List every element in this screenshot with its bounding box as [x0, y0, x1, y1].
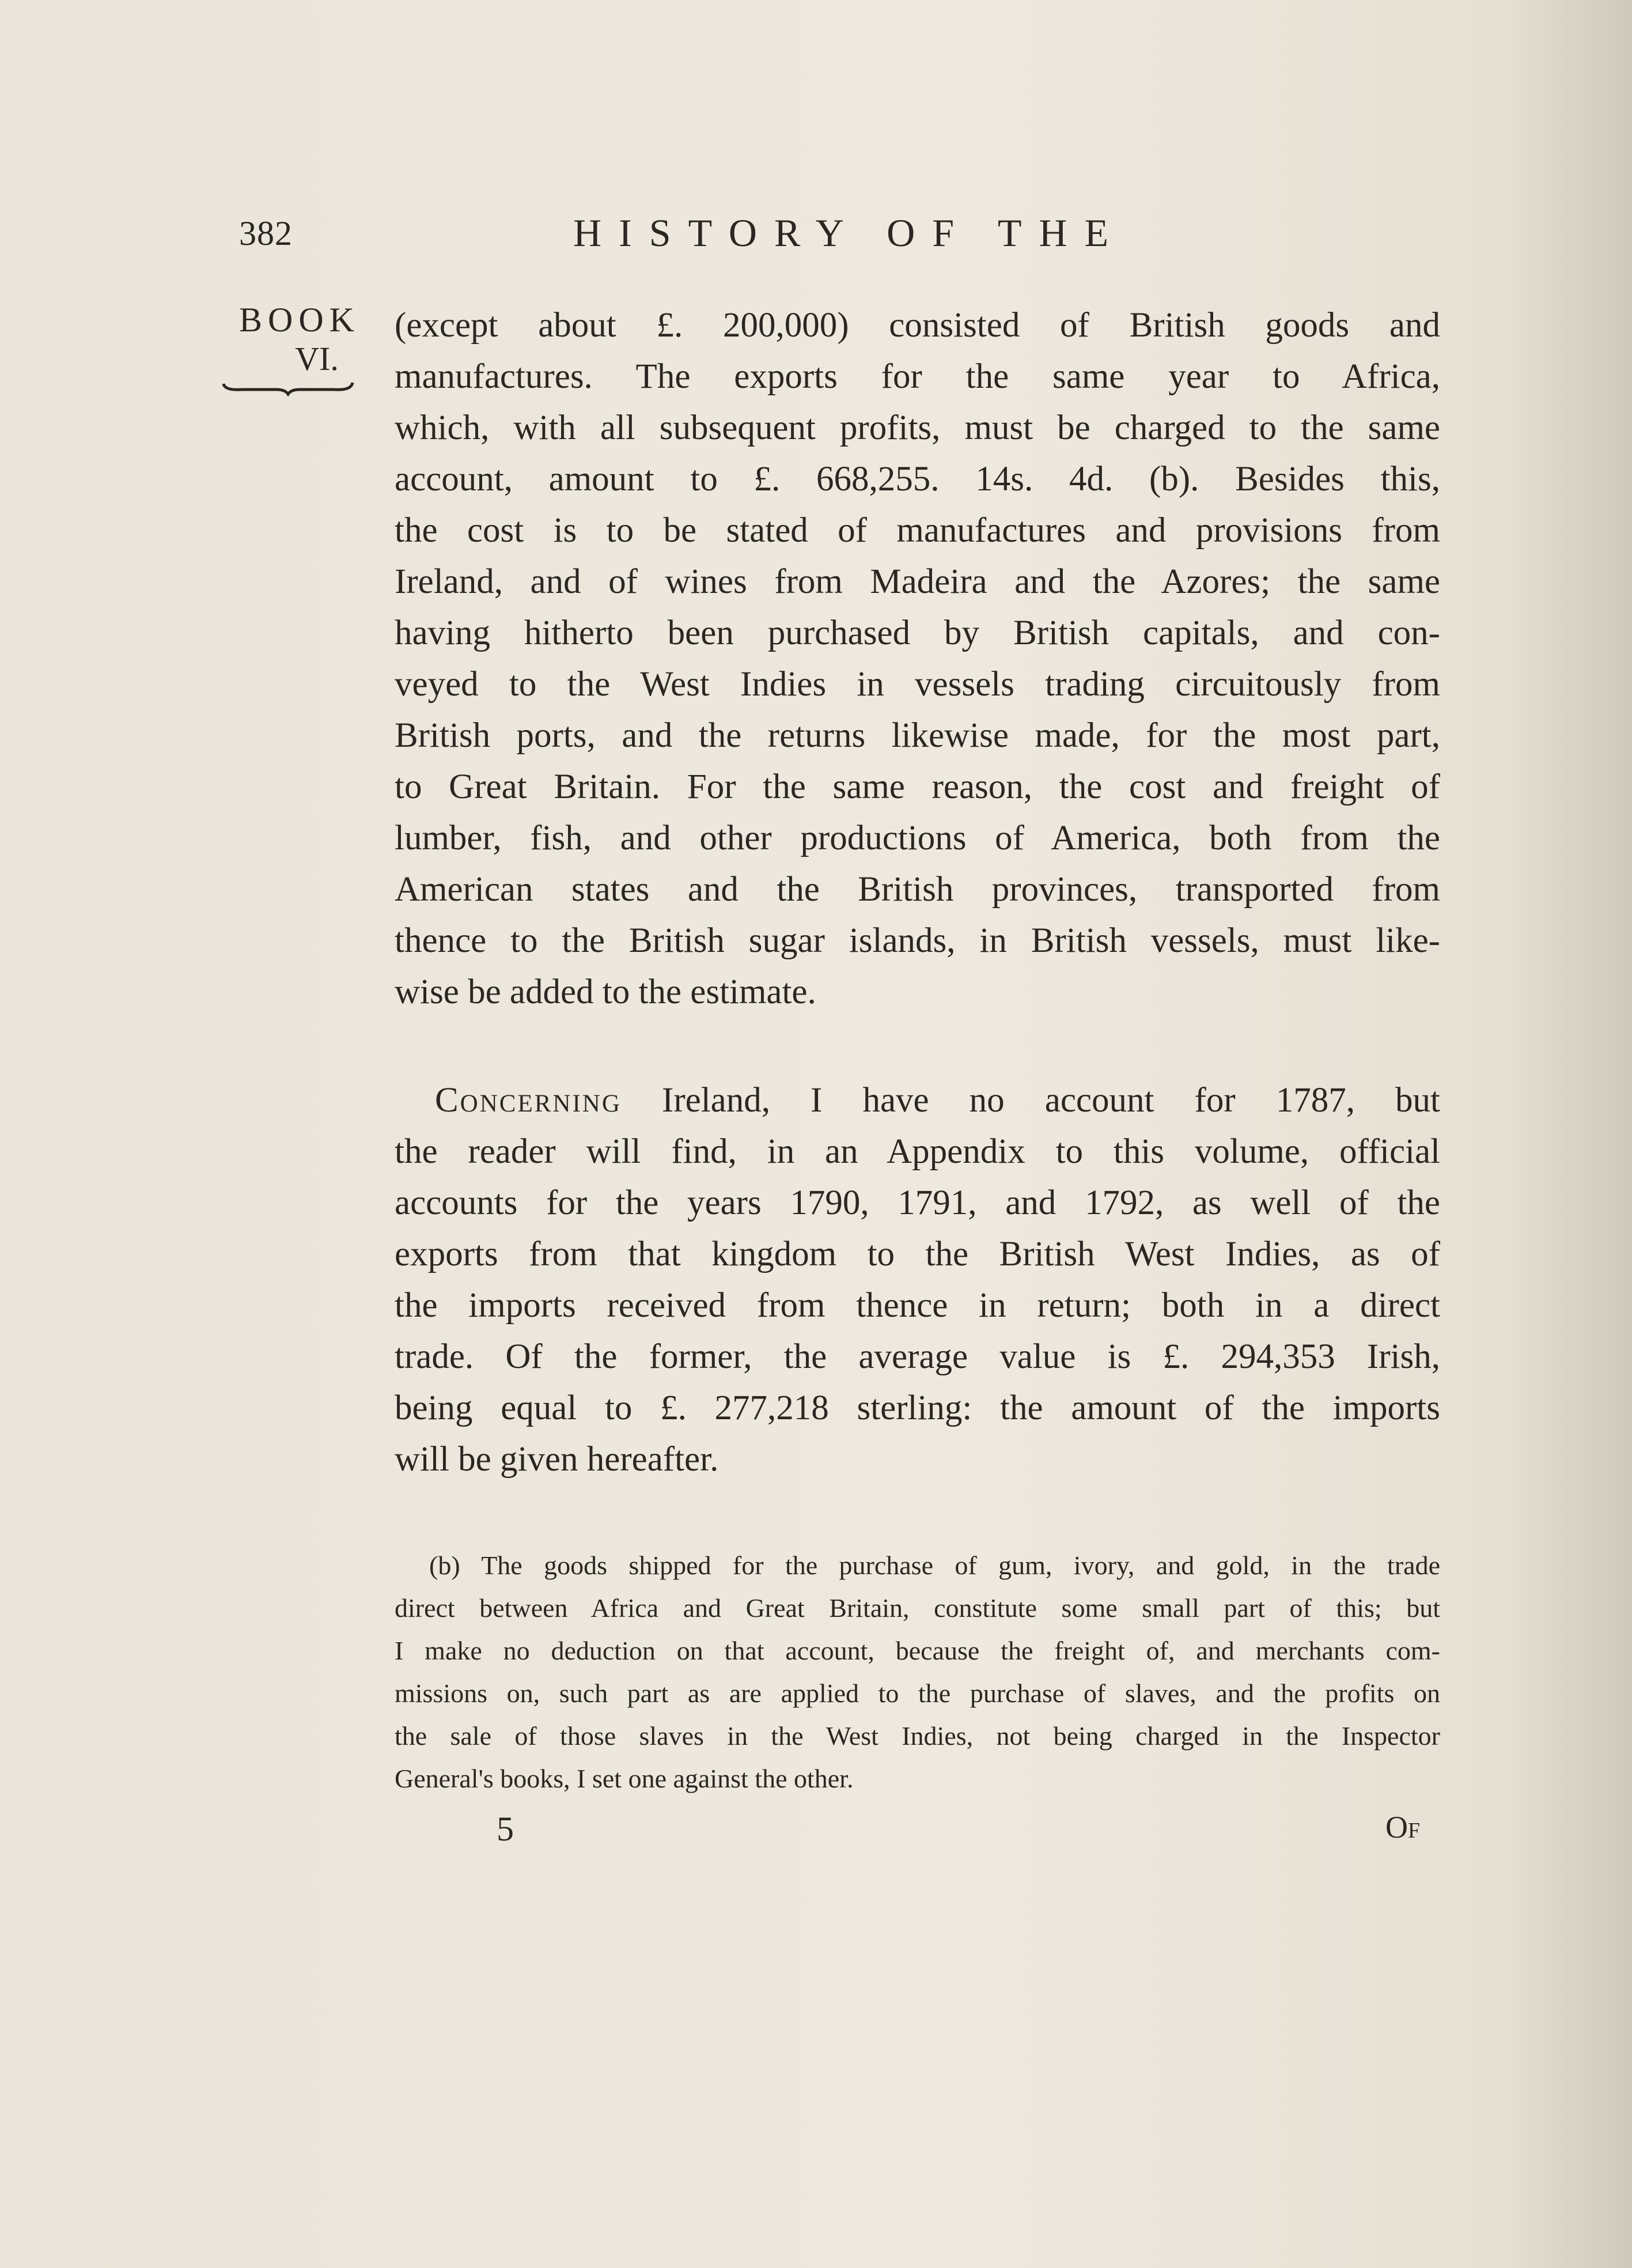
running-head: HISTORY OF THE [573, 211, 1126, 255]
text-line: will be given hereafter. [395, 1440, 719, 1479]
paragraph-1 [395, 300, 1440, 1018]
margin-book-label: BOOK [238, 301, 360, 339]
text-line: the reader will find, in an Appendix to this volume, official [395, 1132, 1440, 1171]
catchword: Of [1385, 1810, 1421, 1844]
text-line: British ports, and the returns likewise made, for the most part, [395, 716, 1440, 755]
margin-volume-label: VI. [295, 340, 339, 377]
text-line: wise be added to the estimate. [395, 973, 816, 1011]
text-line: the cost is to be stated of manufactures and provisions from [395, 511, 1440, 550]
text-line: being equal to £. 277,218 sterling: the amount of the imports [395, 1389, 1440, 1427]
text-line: thence to the British sugar islands, in British vessels, must like- [395, 921, 1440, 960]
text-line: account, amount to £. 668,255. 14s. 4d. (b). Besides this, [395, 460, 1440, 498]
text-line: the imports received from thence in return; both in a direct [395, 1286, 1440, 1325]
text-line: Ireland, and of wines from Madeira and the Azores; the same [395, 562, 1440, 601]
text-line: trade. Of the former, the average value is £. 294,353 Irish, [395, 1337, 1440, 1376]
text-line-first [395, 1075, 1440, 1126]
text-line: which, with all subsequent profits, must be charged to the same [395, 409, 1440, 447]
brace-ornament-icon [219, 379, 357, 396]
text-line: lumber, fish, and other productions of America, both from the [395, 819, 1440, 857]
lead-word: Concerning [435, 1081, 622, 1120]
footnote-line: missions on, such part as are applied to the purchase of slaves, and the profits on [395, 1679, 1440, 1708]
footnote-line: direct between Africa and Great Britain, constitute some small part of this; but [395, 1593, 1440, 1623]
text-line: to Great Britain. For the same reason, the cost and freight of [395, 768, 1440, 806]
text-line: exports from that kingdom to the British West Indies, as of [395, 1235, 1440, 1273]
first-line-rest: Ireland, I have no account for 1787, but [662, 1081, 1441, 1120]
footnote-line: General's books, I set one against the other. [395, 1764, 854, 1793]
footnote-line: the sale of those slaves in the West Indies, not being charged in the Inspector [395, 1721, 1440, 1751]
signature-mark: 5 [497, 1810, 514, 1848]
margin-note [230, 300, 369, 396]
text-line: accounts for the years 1790, 1791, and 1792, as well of the [395, 1184, 1440, 1222]
text-line: having hitherto been purchased by British capitals, and con- [395, 614, 1440, 652]
page-foot [0, 1809, 1632, 1861]
paragraph-2 [395, 1075, 1440, 1485]
footnote-line: (b) The goods shipped for the purchase of gum, ivory, and gold, in the trade [429, 1551, 1440, 1580]
text-line: American states and the British provinces, transported from [395, 870, 1440, 909]
page-header [0, 210, 1632, 268]
text-line: manufactures. The exports for the same year to Africa, [395, 357, 1440, 396]
text-line: veyed to the West Indies in vessels trading circuitously from [395, 665, 1440, 704]
page-number: 382 [239, 214, 293, 252]
footnote-line: I make no deduction on that account, because the freight of, and merchants com- [395, 1636, 1440, 1665]
text-line: (except about £. 200,000) consisted of British goods and [395, 306, 1440, 345]
footnote [395, 1544, 1440, 1800]
